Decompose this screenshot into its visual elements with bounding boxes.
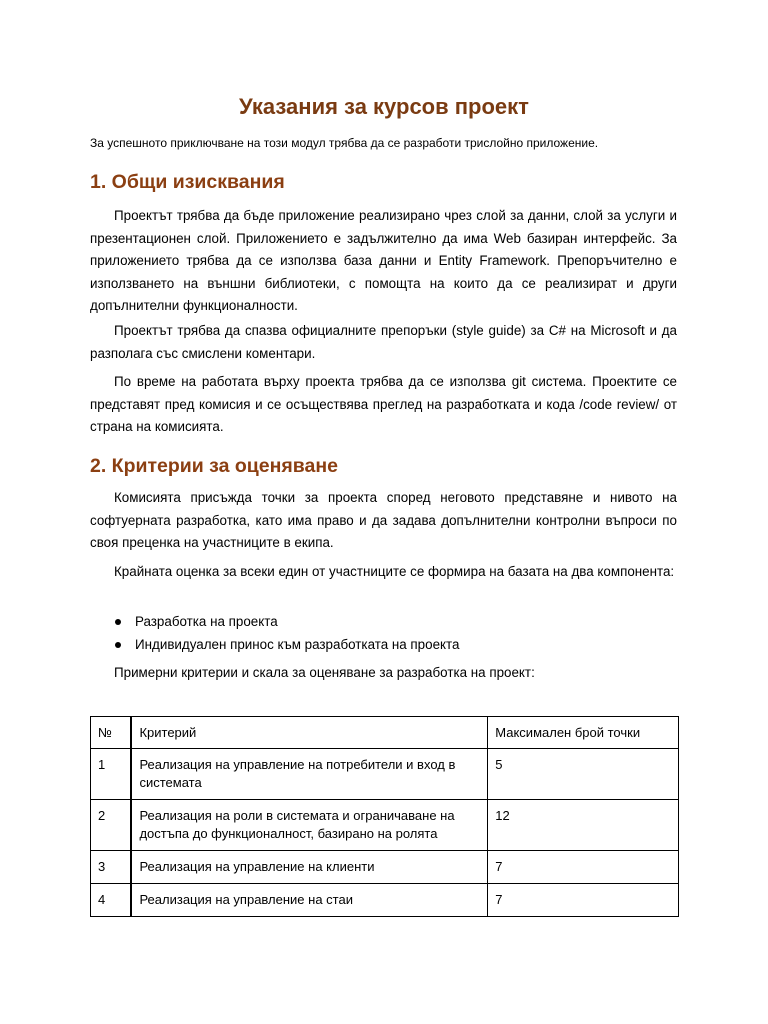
header-cell-criterion: Критерий [131,717,487,749]
paragraph: Комисията присъжда точки за проекта според неговото представяне и нивото на софтуерната разработка, като има право и да задава допълнителни контролни въпроси по своя преценка на участниците в екипа. [90,490,677,550]
section-heading-general-requirements: 1. Общи изисквания [90,171,285,193]
components-list [90,611,459,656]
header-cell-max-points: Максимален брой точки [488,717,679,749]
cell-criterion: Реализация на управление на потребители и вход в системата [131,749,487,800]
cell-number: 3 [91,851,132,884]
cell-points: 12 [488,800,679,851]
paragraph: Проектът трябва да спазва официалните препоръки (style guide) за C# на Microsoft и да разполага със смислени коментари. [90,323,677,361]
bullet-icon [115,642,121,648]
table-row [91,749,679,800]
list-item-text: Разработка на проекта [135,614,278,629]
paragraph: По време на работата върху проекта трябва да се използва git система. Проектите се представят пред комисия и се осъществява преглед на разработката и кода /code review/ от страна на комисията. [90,374,677,434]
cell-criterion: Реализация на управление на стаи [131,884,487,917]
list-item [90,611,459,634]
criteria-table [90,716,679,917]
paragraph: Примерни критерии и скала за оценяване за разработка на проект: [114,665,535,680]
cell-number: 2 [91,800,132,851]
cell-number: 1 [91,749,132,800]
table-row [91,800,679,851]
cell-number: 4 [91,884,132,917]
table-row [91,851,679,884]
list-item [90,634,459,657]
list-item-text: Индивидуален принос към разработката на проекта [135,636,460,652]
cell-criterion: Реализация на роли в системата и ограничаване на достъпа до функционалност, базирано на ролята [131,800,487,851]
document-title: Указания за курсов проект [239,94,529,119]
intro-text: За успешното приключване на този модул трябва да се разработи трислойно приложение. [90,136,599,150]
bullet-icon [115,619,121,625]
cell-criterion: Реализация на управление на клиенти [131,851,487,884]
cell-points: 7 [488,851,679,884]
table-header-row [91,717,679,749]
paragraph: Крайната оценка за всеки един от участниците се формира на базата на два компонента: [114,564,675,579]
header-cell-number: № [91,717,132,749]
section-heading-evaluation-criteria: 2. Критерии за оценяване [90,455,338,477]
table-row [91,884,679,917]
paragraph: Проектът трябва да бъде приложение реализирано чрез слой за данни, слой за услуги и презентационен слой. Приложението е задължително да има Web базиран интерфейс. За приложението трябва да се използва база данни и Entity Framework. Препоръчително е използването на външни библиотеки, с помощта на които да се реализират и други допълнителни функционалности. [90,208,677,313]
cell-points: 5 [488,749,679,800]
cell-points: 7 [488,884,679,917]
